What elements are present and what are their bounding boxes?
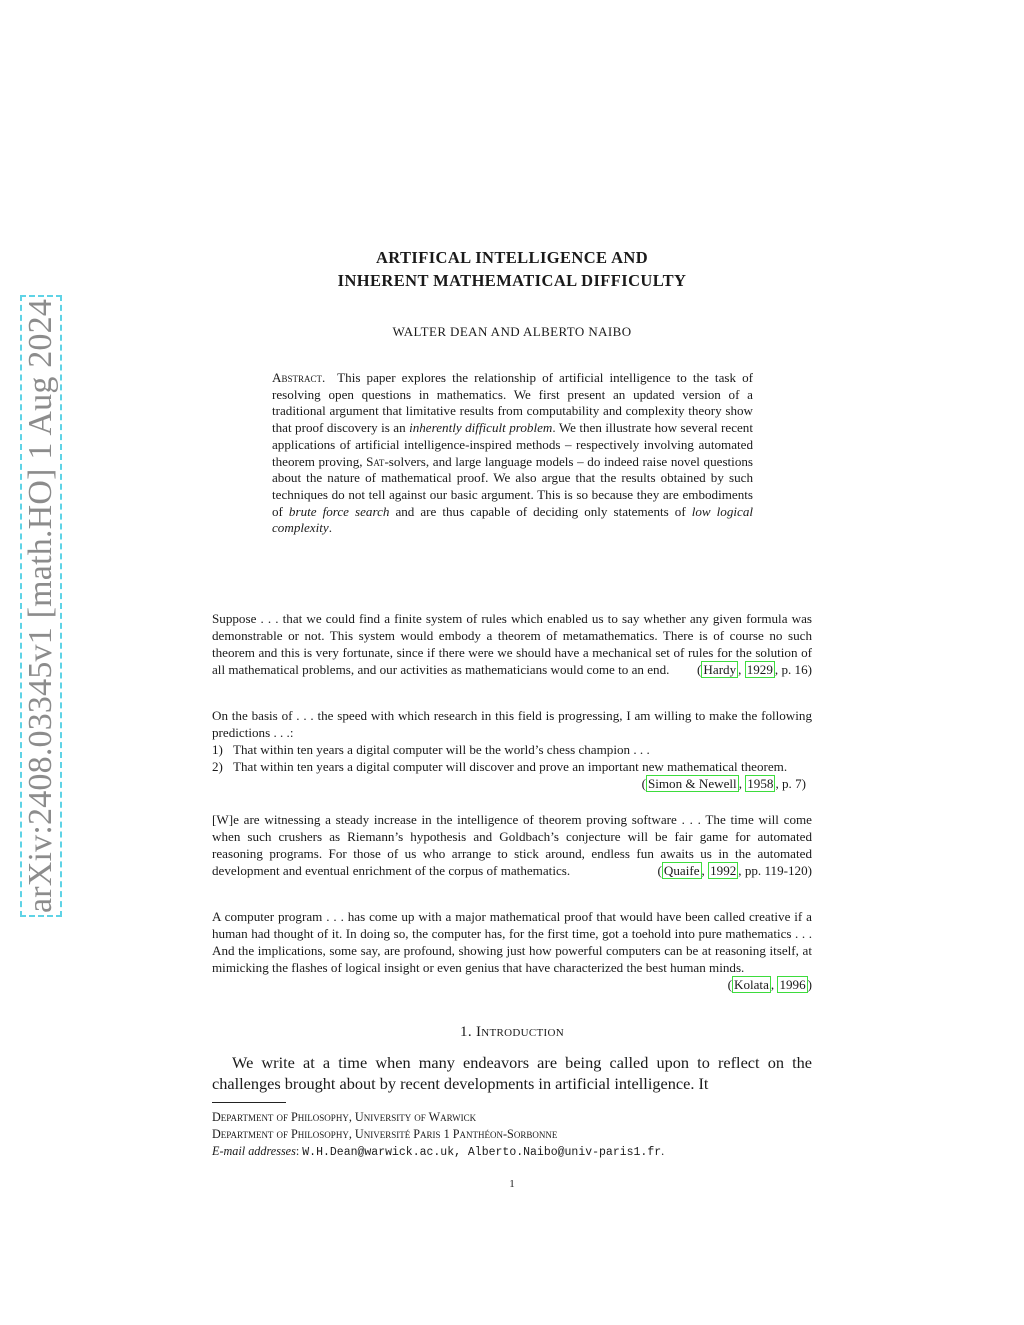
citation-separator: , <box>701 862 709 878</box>
citation-paren: ( <box>697 661 702 677</box>
authors: WALTER DEAN AND ALBERTO NAIBO <box>392 324 632 339</box>
title-line-1: ARTIFICAL INTELLIGENCE AND <box>375 248 649 267</box>
email-line <box>212 1143 812 1161</box>
section-title: Introduction <box>475 1024 564 1040</box>
list-item <box>212 758 812 791</box>
abstract-emphasis: inherently difficult problem <box>409 420 553 436</box>
email-addresses[interactable]: W.H.Dean@warwick.ac.uk, Alberto.Naibo@univ-paris1.fr <box>302 1146 662 1159</box>
footnotes <box>212 1109 812 1161</box>
page-number: 1 <box>509 1178 515 1190</box>
citation-paren: ( <box>641 775 646 791</box>
citation-page: , p. 7) <box>775 775 806 791</box>
email-period: . <box>661 1144 665 1158</box>
quote-text: [W]e are witnessing a steady increase in the intelligence of theorem proving software . . . The time will come when such crushers as Riemann’s hypothesis and Goldbach’s conjecture will be fair game for automated reasoning programs. For those of us who arrange to stick around, endless fun awaits us in the automated development and eventual enrichment of the corpus of mathematics. <box>212 812 812 878</box>
quote-citation <box>658 863 812 880</box>
citation-paren: ( <box>727 976 732 992</box>
citation-paren: ( <box>657 862 662 878</box>
citation-author-link[interactable]: Kolata <box>733 976 769 992</box>
abstract <box>272 370 753 537</box>
citation-separator: , <box>738 775 746 791</box>
quote-citation <box>728 977 812 994</box>
arxiv-identifier[interactable]: arXiv:2408.03345v1 [math.HO] 1 Aug 2024 <box>22 298 59 914</box>
quote-citation <box>697 662 812 679</box>
citation-year-link[interactable]: 1958 <box>747 775 774 791</box>
citation-year-link[interactable]: 1929 <box>746 661 773 677</box>
title-line-2: INHERENT MATHEMATICAL DIFFICULTY <box>337 271 687 290</box>
epigraph-quote <box>212 909 812 994</box>
email-colon: : <box>295 1144 303 1158</box>
list-item-text: That within ten years a digital computer will discover and prove an important new mathematical theorem. <box>233 758 788 774</box>
quote-intro: On the basis of . . . the speed with which research in this field is progressing, I am willing to make the following predictions . . .: <box>212 708 812 740</box>
citation-page: ) <box>807 976 812 992</box>
citation-separator: , <box>770 976 778 992</box>
email-label: E-mail addresses <box>212 1144 296 1158</box>
citation-author-link[interactable]: Simon & Newell <box>647 775 737 791</box>
intro-paragraph: We write at a time when many endeavors are being called upon to reflect on the challenges brought about by recent developments in artificial intelligence. It <box>212 1053 812 1093</box>
list-number: 1) <box>212 741 223 757</box>
abstract-label: Abstract. <box>272 370 326 385</box>
list-number: 2) <box>212 758 223 774</box>
quote-citation <box>642 776 806 793</box>
predictions-list <box>212 741 812 791</box>
citation-year-link[interactable]: 1996 <box>779 976 806 992</box>
quote-text: A computer program . . . has come up with a major mathematical proof that would have been called creative if a human had thought of it. In doing so, the computer has, for the first time, got a toehold into pure mathematics . . . And the implications, some say, are profound, showing just how powerful computers can be at reasoning itself, at mimicking the flashes of logical insight or even genius that have characterized the best human minds. <box>212 909 812 975</box>
citation-page: , p. 16) <box>774 661 812 677</box>
abstract-emphasis: brute force search <box>288 503 390 519</box>
footnote-divider <box>212 1102 286 1103</box>
citation-separator: , <box>738 661 745 677</box>
epigraph-quote <box>212 611 812 679</box>
quote-text: Suppose . . . that we could find a finite system of rules which enabled us to say whether any given formula was demonstrable or not. This system would embody a theorem of metamathematics. There is of course no such theorem and this is very fortunate, since if there were we should have a mechanical set of rules for the solution of all mathematical problems, and our activities as mathematicians would come to an end. <box>212 611 812 677</box>
epigraph-quote <box>212 708 812 793</box>
affiliation-2: Department of Philosophy, Université Paris 1 Panthéon-Sorbonne <box>212 1127 558 1141</box>
citation-author-link[interactable]: Quaife <box>663 862 700 878</box>
section-number: 1. <box>460 1024 472 1040</box>
abstract-text: -solvers, and large language models – do indeed raise novel questions about the nature of mathematical proof. We also argue that the results obtained by such techniques do not tell against our basic argument. This is so because they are embodiments of <box>272 453 754 519</box>
section-heading <box>212 1024 812 1041</box>
abstract-text: . We then illustrate how several recent applications of artificial intelligence-inspired methods – respectively involving automated theorem proving, <box>272 420 753 469</box>
abstract-emphasis: low logical complexity <box>272 503 753 536</box>
citation-year-link[interactable]: 1992 <box>710 862 737 878</box>
affiliation-1: Department of Philosophy, University of Warwick <box>212 1110 477 1124</box>
paper-title <box>212 246 812 292</box>
abstract-smallcaps: Sat <box>366 453 385 469</box>
list-item <box>212 742 812 759</box>
abstract-text: and are thus capable of deciding only statements of <box>389 503 692 519</box>
abstract-text: . <box>328 520 332 536</box>
abstract-text: This paper explores the relationship of artificial intelligence to the task of resolving open questions in mathematics. We first present an updated version of a traditional argument that limitative results from computability and complexity theory show that proof discovery is an <box>272 370 754 436</box>
citation-author-link[interactable]: Hardy <box>703 661 737 677</box>
citation-page: , pp. 119-120) <box>738 862 812 878</box>
epigraph-quote <box>212 812 812 880</box>
list-item-text: That within ten years a digital computer will be the world’s chess champion . . . <box>233 741 650 757</box>
